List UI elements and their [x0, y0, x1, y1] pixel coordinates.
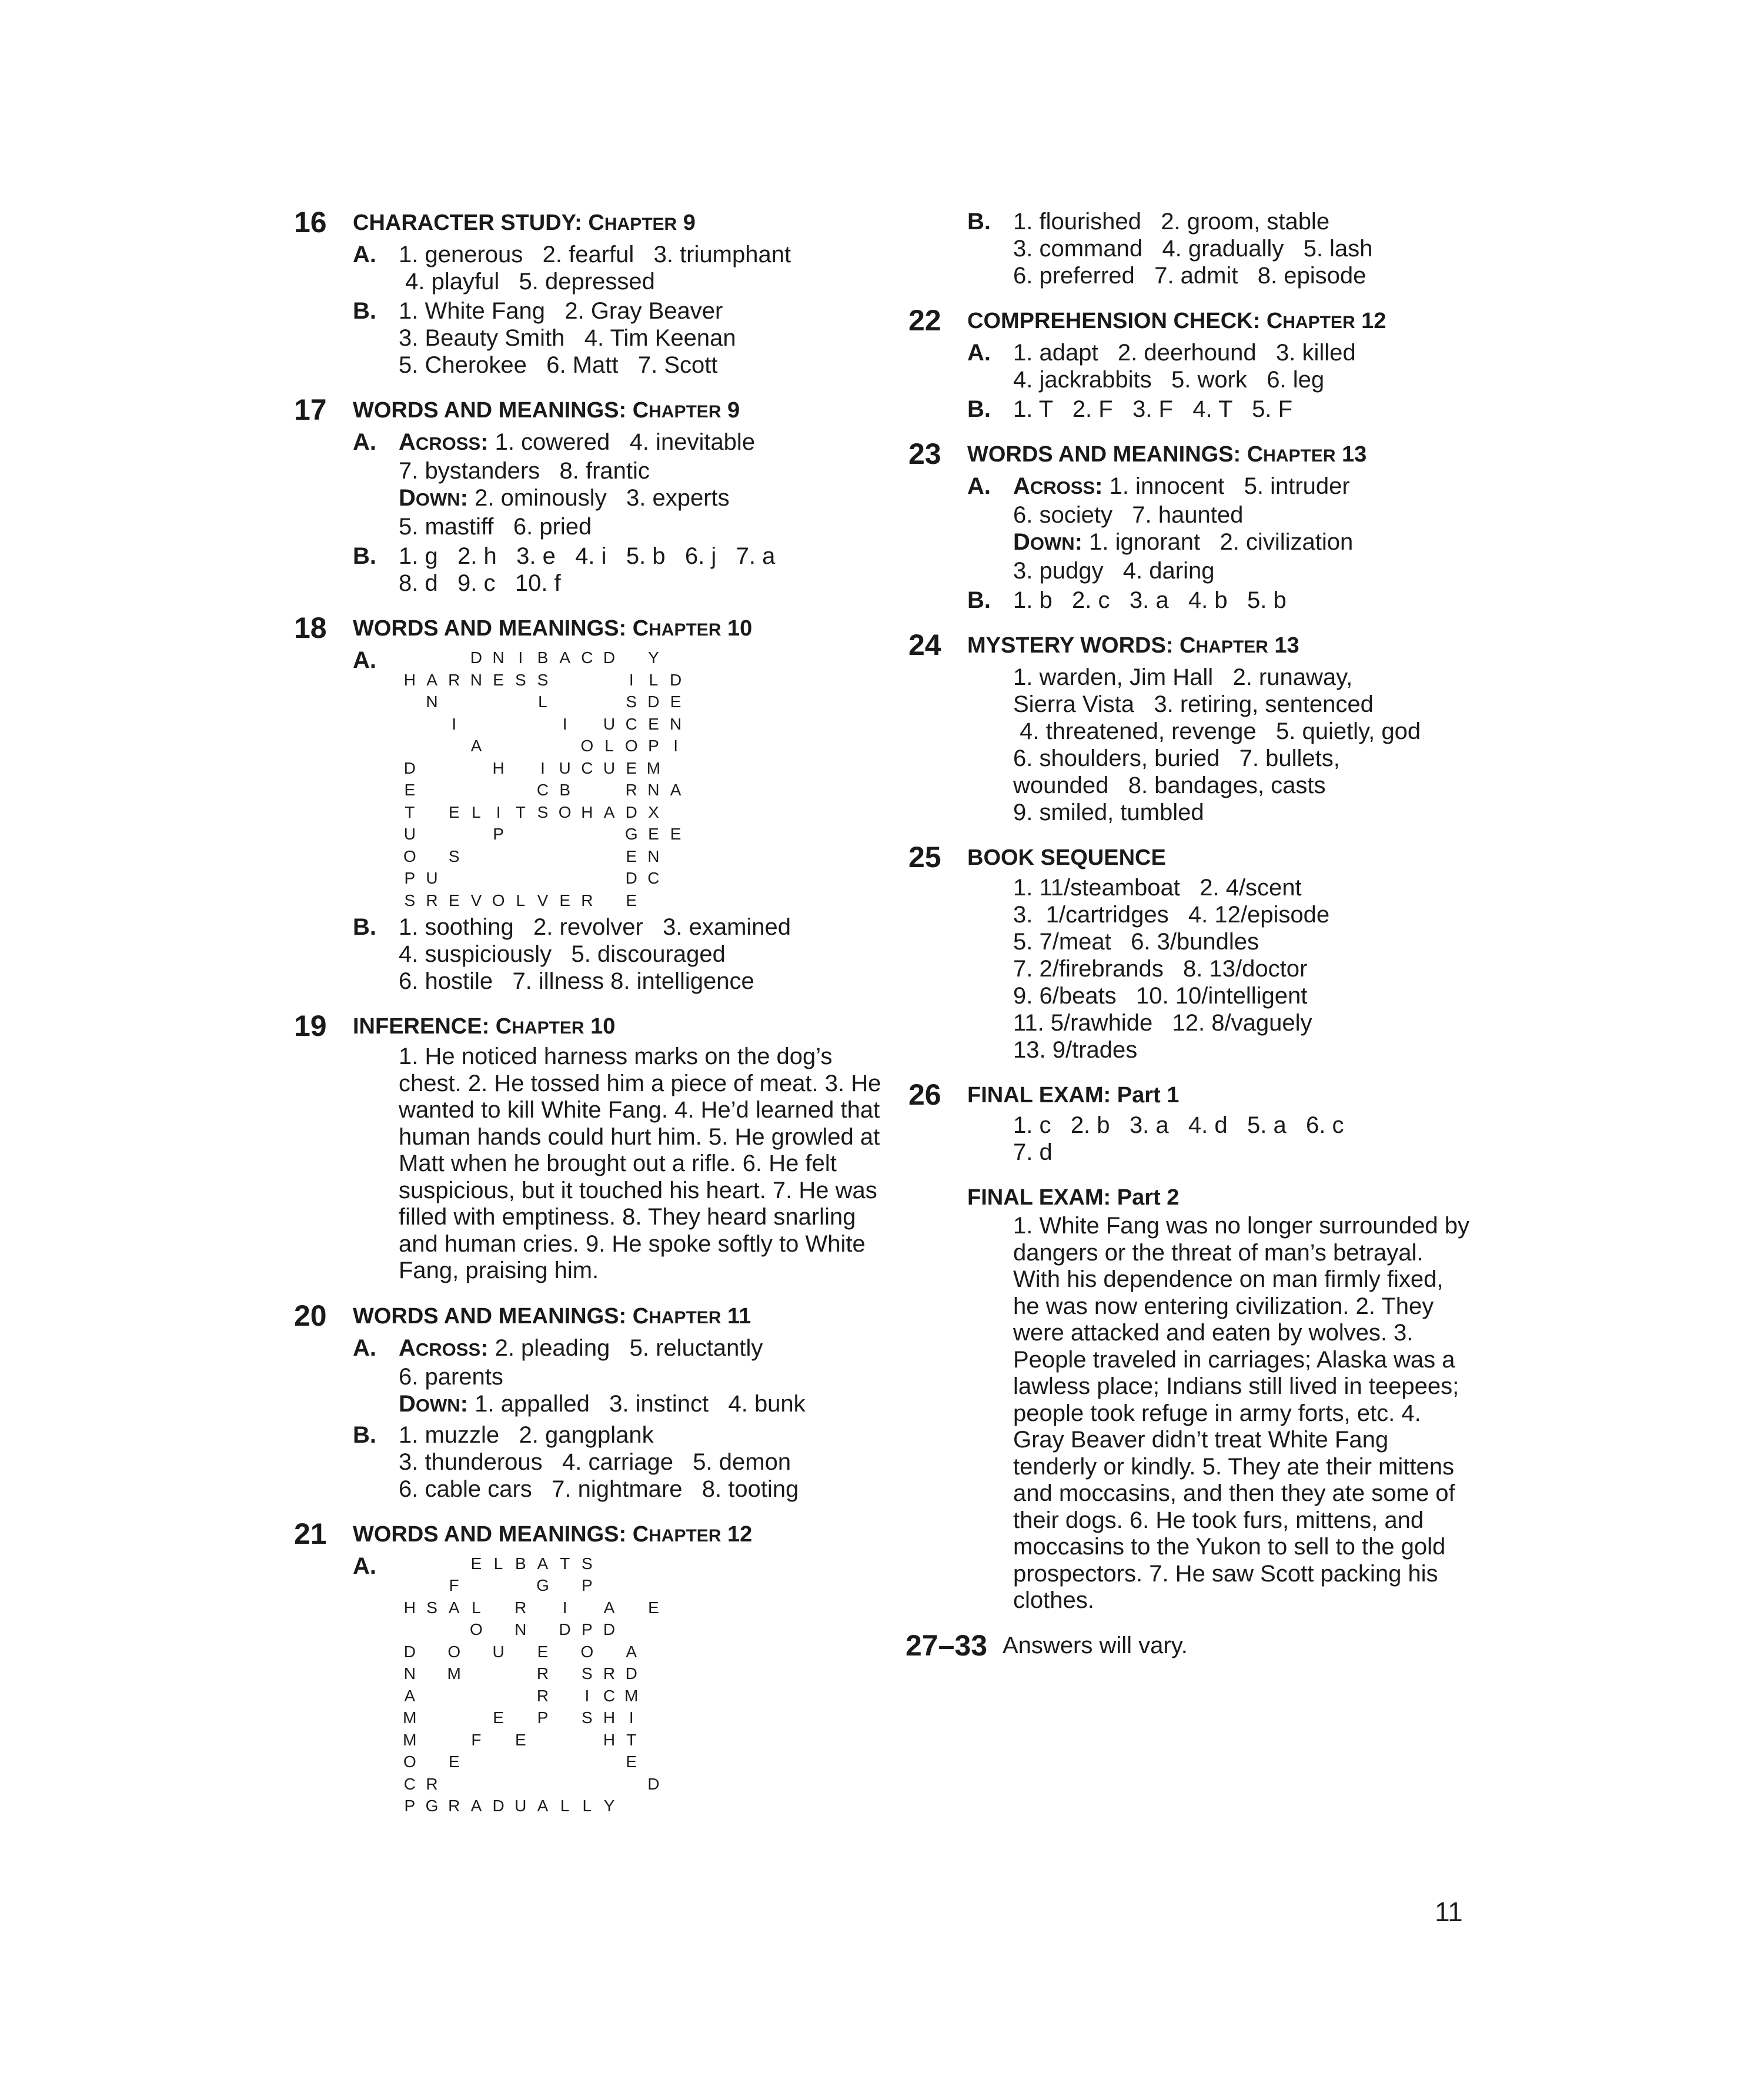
part-label: B.: [353, 543, 376, 569]
grid-row: D N I B A C D Y: [470, 648, 659, 667]
section-title: WORDS AND MEANINGS: CHAPTER 9: [353, 398, 740, 423]
answer-part: [353, 241, 882, 295]
answer-line: DOWN: 1. appalled 3. instinct 4. bunk: [399, 1390, 806, 1417]
grid-row: D H I U C U E M: [403, 758, 661, 777]
puzzle-part: [353, 1553, 882, 1817]
answer-section: [906, 1628, 1473, 1662]
grid-row: N L S D E: [426, 693, 681, 711]
grid-row: T E L I T S O H A D X: [405, 802, 659, 821]
grid-row: C R D: [403, 1774, 660, 1793]
grid-row: U P G E E: [403, 825, 681, 843]
answer-section: [294, 611, 882, 995]
section-number: 20: [294, 1299, 327, 1332]
right-column: [908, 206, 1473, 1677]
answer-line: 8. d 9. c 10. f: [399, 570, 561, 596]
answer-line: 5. Cherokee 6. Matt 7. Scott: [399, 352, 718, 378]
section-title: WORDS AND MEANINGS: CHAPTER 13: [967, 442, 1367, 467]
section-number: 22: [908, 304, 941, 337]
grid-row: P U D C: [404, 869, 660, 887]
part-label: B.: [353, 298, 376, 324]
answer-section: [294, 1009, 882, 1285]
answer-line: 3. Beauty Smith 4. Tim Keenan: [399, 325, 736, 351]
answer-line: 1. b 2. c 3. a 4. b 5. b: [1013, 587, 1287, 613]
part-label: B.: [967, 396, 991, 422]
answer-section: [908, 841, 1473, 1063]
section-number: 19: [294, 1009, 327, 1042]
answer-section: [908, 208, 1473, 289]
grid-row: E L B A T S: [470, 1554, 593, 1573]
answer-part: [967, 208, 1473, 289]
section-title: MYSTERY WORDS: CHAPTER 13: [967, 633, 1299, 658]
answer-section: [908, 1183, 1473, 1614]
answer-part: [967, 396, 1473, 423]
answer-line: 4. jackrabbits 5. work 6. leg: [1013, 367, 1325, 393]
section-title: FINAL EXAM: Part 1: [967, 1083, 1180, 1108]
answer-line: 1. T 2. F 3. F 4. T 5. F: [1013, 396, 1292, 422]
letter-grid: [399, 1553, 882, 1817]
section-title: WORDS AND MEANINGS: CHAPTER 12: [353, 1521, 753, 1547]
answer-line: 4. suspiciously 5. discouraged: [399, 941, 726, 967]
answer-line: 9. smiled, tumbled: [1013, 800, 1204, 825]
part-label: A.: [353, 1335, 376, 1361]
answer-line: 4. playful 5. depressed: [399, 269, 655, 295]
grid-row: D O U E O A: [403, 1642, 637, 1661]
answer-line: 1. c 2. b 3. a 4. d 5. a 6. c: [1013, 1112, 1344, 1138]
answer-part: [967, 339, 1473, 393]
answer-line: 5. 7/meat 6. 3/bundles: [1013, 929, 1259, 955]
grid-row: F G P: [449, 1576, 593, 1594]
answer-part: [353, 297, 882, 379]
answer-paragraph: 1. White Fang was no longer surrounded by dangers or the threat of man’s betrayal. With his dependence on man firmly fixed, he was now entering civilization. 2. They were attacked and eaten by wolves. 3. People traveled in carriages; Alaska was a lawless place; Indians still lived in teepees; people took refuge in army forts, etc. 4. Gray Beaver didn’t treat White Fang tenderly or kindly. 5. They ate their mittens and moccasins, and then they ate some of their dogs. 6. He took furs, mittens, and moccasins to the Yukon to sell to the gold prospectors. 7. He saw Scott packing his clothes.: [1013, 1213, 1469, 1613]
answer-part: [967, 1112, 1473, 1166]
part-label: A.: [967, 340, 991, 366]
section-number: 17: [294, 393, 327, 426]
answer-section: [908, 1078, 1473, 1166]
answer-line: 13. 9/trades: [1013, 1037, 1138, 1063]
grid-row: A R I C M: [404, 1686, 639, 1705]
answer-line: 3. pudgy 4. daring: [1013, 558, 1215, 584]
grid-row: A O L O P I: [470, 737, 678, 755]
answer-line: 4. threatened, revenge 5. quietly, god: [1013, 718, 1421, 744]
answer-line: 9. 6/beats 10. 10/intelligent: [1013, 983, 1308, 1009]
answer-part: [353, 1422, 882, 1503]
section-text: Answers will vary.: [1003, 1632, 1188, 1658]
answer-line: 6. cable cars 7. nightmare 8. tooting: [399, 1476, 799, 1502]
answer-line: 1. adapt 2. deerhound 3. killed: [1013, 340, 1356, 366]
section-title: COMPREHENSION CHECK: CHAPTER 12: [967, 309, 1387, 333]
answer-section: [294, 1299, 882, 1503]
answer-line: Sierra Vista 3. retiring, sentenced: [1013, 691, 1374, 717]
answer-part: [967, 587, 1473, 614]
answer-line: DOWN: 1. ignorant 2. civilization: [1013, 529, 1354, 555]
section-number: 26: [908, 1078, 941, 1111]
answer-line: 6. shoulders, buried 7. bullets,: [1013, 745, 1340, 771]
grid-row: H S A L R I A E: [403, 1598, 659, 1617]
answer-line: ACROSS: 1. cowered 4. inevitable: [399, 429, 756, 455]
left-column: [294, 206, 882, 1835]
answer-section: [908, 628, 1473, 826]
part-label: B.: [967, 587, 991, 613]
page-number: 11: [1435, 1897, 1463, 1927]
answer-line: 3. command 4. gradually 5. lash: [1013, 236, 1373, 262]
letter-grid: [399, 647, 882, 911]
section-number: 18: [294, 611, 327, 644]
answer-line: ACROSS: 1. innocent 5. intruder: [1013, 473, 1350, 499]
answer-line: DOWN: 2. ominously 3. experts: [399, 485, 730, 511]
answer-part: [353, 543, 882, 597]
answer-line: 3. thunderous 4. carriage 5. demon: [399, 1449, 791, 1475]
answer-section: [908, 437, 1473, 614]
answer-line: 6. preferred 7. admit 8. episode: [1013, 263, 1367, 289]
answer-line: 6. hostile 7. illness 8. intelligence: [399, 968, 754, 994]
answer-line: 11. 5/rawhide 12. 8/vaguely: [1013, 1010, 1312, 1036]
grid-row: S R E V O L V E R E: [404, 891, 637, 909]
grid-row: P G R A D U A L L Y: [404, 1797, 615, 1815]
answer-line: 1. soothing 2. revolver 3. examined: [399, 914, 791, 940]
section-title: CHARACTER STUDY: CHAPTER 9: [353, 210, 696, 235]
answer-line: 6. parents: [399, 1363, 503, 1390]
grid-row: I I U C E N: [452, 714, 682, 733]
grid-row: M F E H T: [403, 1730, 637, 1749]
answer-part: [353, 914, 882, 995]
section-title: INFERENCE: CHAPTER 10: [353, 1014, 616, 1039]
section-number: 16: [294, 206, 327, 239]
part-label: A.: [353, 1553, 376, 1579]
section-number: 25: [908, 841, 941, 874]
answer-section: [294, 393, 882, 597]
answer-line: 1. g 2. h 3. e 4. i 5. b 6. j 7. a: [399, 543, 776, 569]
answer-part: [967, 473, 1473, 584]
part-label: A.: [353, 429, 376, 455]
answer-part: [967, 874, 1473, 1063]
grid-row: M E P S H I: [403, 1708, 634, 1727]
answer-line: 1. 11/steamboat 2. 4/scent: [1013, 875, 1302, 901]
section-title: BOOK SEQUENCE: [967, 845, 1166, 870]
section-number: 27–33: [906, 1628, 988, 1662]
answer-line: 1. White Fang 2. Gray Beaver: [399, 298, 723, 324]
part-label: B.: [353, 914, 376, 940]
grid-row: O S E N: [403, 847, 660, 865]
answer-part: [353, 429, 882, 540]
grid-row: O E E: [403, 1752, 637, 1771]
answer-line: 1. generous 2. fearful 3. triumphant: [399, 242, 791, 267]
answer-line: 3. 1/cartridges 4. 12/episode: [1013, 902, 1330, 928]
answer-section: [908, 304, 1473, 423]
section-title: WORDS AND MEANINGS: CHAPTER 10: [353, 616, 753, 641]
part-label: A.: [353, 242, 376, 267]
answer-line: 1. warden, Jim Hall 2. runaway,: [1013, 664, 1353, 690]
answer-line: ACROSS: 2. pleading 5. reluctantly: [399, 1335, 763, 1361]
answer-line: 1. flourished 2. groom, stable: [1013, 209, 1330, 235]
answer-line: 5. mastiff 6. pried: [399, 514, 592, 540]
answer-paragraph: 1. He noticed harness marks on the dog’s chest. 2. He tossed him a piece of meat. 3. He wanted to kill White Fang. 4. He’d learned that human hands could hurt him. 5. He growled at Matt when he brought out a rifle. 6. He felt suspicious, but it touched his heart. 7. He was filled with emptiness. 8. They heard snarling and human cries. 9. He spoke softly to White Fang, praising him.: [399, 1044, 881, 1283]
answer-section: [294, 1517, 882, 1817]
part-label: B.: [967, 209, 991, 235]
answer-line: wounded 8. bandages, casts: [1013, 772, 1326, 798]
section-number: 24: [908, 628, 941, 661]
section-title: WORDS AND MEANINGS: CHAPTER 11: [353, 1303, 751, 1329]
part-label: A.: [353, 647, 376, 673]
part-label: A.: [967, 473, 991, 499]
answer-line: 7. d: [1013, 1139, 1053, 1165]
answer-section: [294, 206, 882, 379]
answer-part: [353, 1335, 882, 1419]
answer-line: 6. society 7. haunted: [1013, 502, 1244, 528]
grid-row: H A R N E S S I L D: [403, 670, 682, 689]
puzzle-part: [353, 647, 882, 911]
grid-row: O N D P D: [470, 1620, 616, 1638]
section-number: 21: [294, 1517, 327, 1550]
answer-line: 1. muzzle 2. gangplank: [399, 1422, 654, 1448]
section-title: FINAL EXAM: Part 2: [967, 1185, 1180, 1210]
part-label: B.: [353, 1422, 376, 1448]
grid-row: N M R S R D: [403, 1664, 637, 1683]
answer-line: 7. bystanders 8. frantic: [399, 458, 650, 484]
answer-line: 7. 2/firebrands 8. 13/doctor: [1013, 956, 1308, 982]
answer-part: [967, 664, 1473, 826]
grid-row: E C B R N A: [404, 781, 681, 799]
section-number: 23: [908, 437, 941, 470]
